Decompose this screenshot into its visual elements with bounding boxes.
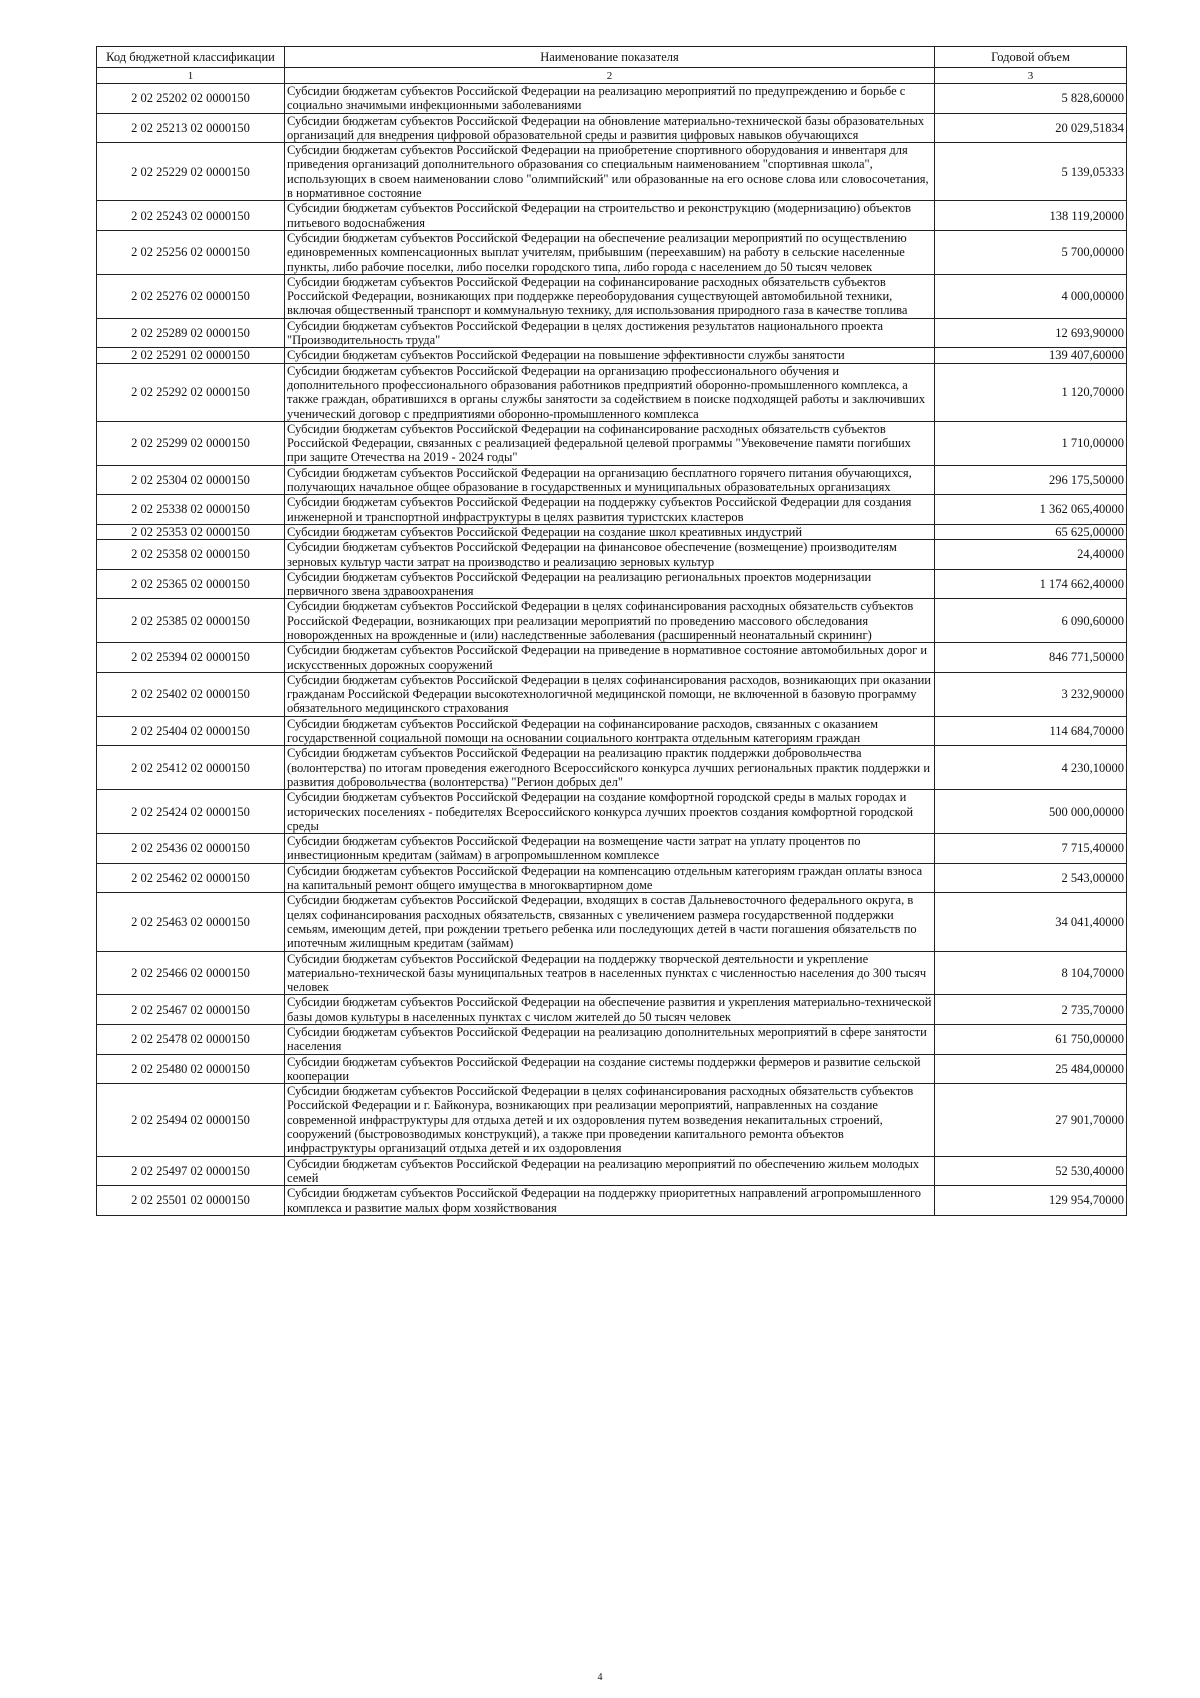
row-amount: 7 715,40000 (935, 834, 1127, 864)
row-name: Субсидии бюджетам субъектов Российской Федерации на финансовое обеспечение (возмещение) производителям зерновых культур части затрат на производство и реализацию зерновых культур (285, 540, 935, 570)
row-code: 2 02 25256 02 0000150 (97, 230, 285, 274)
row-amount: 5 139,05333 (935, 143, 1127, 201)
row-code: 2 02 25304 02 0000150 (97, 465, 285, 495)
row-amount: 25 484,00000 (935, 1054, 1127, 1084)
table-row (97, 363, 1127, 421)
row-name: Субсидии бюджетам субъектов Российской Федерации на возмещение части затрат на уплату процентов по инвестиционным кредитам (займам) в агропромышленном комплексе (285, 834, 935, 864)
row-code: 2 02 25292 02 0000150 (97, 363, 285, 421)
row-code: 2 02 25467 02 0000150 (97, 995, 285, 1025)
row-amount: 500 000,00000 (935, 790, 1127, 834)
row-amount: 61 750,00000 (935, 1025, 1127, 1055)
row-code: 2 02 25289 02 0000150 (97, 318, 285, 348)
table-row (97, 201, 1127, 231)
row-code: 2 02 25365 02 0000150 (97, 569, 285, 599)
row-name: Субсидии бюджетам субъектов Российской Федерации в целях софинансирования расходных обязательств субъектов Российской Федерации и г. Байконура, возникающих при реализации мероприятий, направленных на создание современной инфраструктуры для отдыха детей и их оздоровления путем возведения некапитальных строений, сооружений (быстровозводимых конструкций), а также при проведении капитального ремонта объектов инфраструктуры организаций отдыха детей и их оздоровления (285, 1084, 935, 1156)
row-name: Субсидии бюджетам субъектов Российской Федерации на реализацию дополнительных мероприятий в сфере занятости населения (285, 1025, 935, 1055)
table-row (97, 672, 1127, 716)
table-row (97, 995, 1127, 1025)
row-amount: 34 041,40000 (935, 893, 1127, 951)
budget-table (96, 46, 1127, 1216)
row-amount: 4 000,00000 (935, 274, 1127, 318)
row-amount: 846 771,50000 (935, 643, 1127, 673)
table-row (97, 318, 1127, 348)
row-amount: 24,40000 (935, 540, 1127, 570)
row-name: Субсидии бюджетам субъектов Российской Федерации на софинансирование расходных обязательств субъектов Российской Федерации, связанных с реализацией федеральной целевой программы "Увековечение памяти погибших при защите Отечества на 2019 - 2024 годы" (285, 421, 935, 465)
page-number: 4 (597, 1672, 603, 1683)
row-code: 2 02 25478 02 0000150 (97, 1025, 285, 1055)
row-name: Субсидии бюджетам субъектов Российской Федерации на реализацию региональных проектов модернизации первичного звена здравоохранения (285, 569, 935, 599)
row-code: 2 02 25501 02 0000150 (97, 1186, 285, 1216)
table-row (97, 834, 1127, 864)
row-name: Субсидии бюджетам субъектов Российской Федерации на организацию бесплатного горячего питания обучающихся, получающих начальное общее образование в государственных и муниципальных образовательных организациях (285, 465, 935, 495)
row-name: Субсидии бюджетам субъектов Российской Федерации, входящих в состав Дальневосточного федерального округа, в целях софинансирования расходных обязательств, связанных с увеличением размера государственной поддержки семьям, имеющим детей, при рождении третьего ребенка или последующих детей в части погашения обязательств по ипотечным жилищным кредитам (займам) (285, 893, 935, 951)
row-code: 2 02 25385 02 0000150 (97, 599, 285, 643)
table-row (97, 465, 1127, 495)
row-amount: 1 710,00000 (935, 421, 1127, 465)
row-code: 2 02 25404 02 0000150 (97, 716, 285, 746)
row-amount: 65 625,00000 (935, 524, 1127, 539)
row-amount: 296 175,50000 (935, 465, 1127, 495)
table-row (97, 495, 1127, 525)
column-number: 3 (935, 68, 1127, 84)
row-code: 2 02 25424 02 0000150 (97, 790, 285, 834)
row-name: Субсидии бюджетам субъектов Российской Федерации на обеспечение развития и укрепления материально-технической базы домов культуры в населенных пунктах с числом жителей до 50 тысяч человек (285, 995, 935, 1025)
row-amount: 139 407,60000 (935, 348, 1127, 363)
row-name: Субсидии бюджетам субъектов Российской Федерации на софинансирование расходных обязательств субъектов Российской Федерации, возникающих при поддержке переоборудования существующей автомобильной техники, включая общественный транспорт и коммунальную технику, для использования природного газа в качестве топлива (285, 274, 935, 318)
row-name: Субсидии бюджетам субъектов Российской Федерации на обновление материально-технической базы образовательных организаций для внедрения цифровой образовательной среды и развития цифровых навыков обучающихся (285, 113, 935, 143)
row-name: Субсидии бюджетам субъектов Российской Федерации на софинансирование расходов, связанных с оказанием государственной социальной помощи на основании социального контракта отдельным категориям граждан (285, 716, 935, 746)
table-row (97, 1084, 1127, 1156)
row-name: Субсидии бюджетам субъектов Российской Федерации на поддержку приоритетных направлений агропромышленного комплекса и развитие малых форм хозяйствования (285, 1186, 935, 1216)
row-name: Субсидии бюджетам субъектов Российской Федерации на создание системы поддержки фермеров и развитие сельской кооперации (285, 1054, 935, 1084)
table-row (97, 230, 1127, 274)
row-code: 2 02 25338 02 0000150 (97, 495, 285, 525)
row-code: 2 02 25402 02 0000150 (97, 672, 285, 716)
row-name: Субсидии бюджетам субъектов Российской Федерации на поддержку творческой деятельности и укрепление материально-технической базы муниципальных театров в населенных пунктах с численностью населения до 300 тысяч человек (285, 951, 935, 995)
row-name: Субсидии бюджетам субъектов Российской Федерации в целях достижения результатов национального проекта "Производительность труда" (285, 318, 935, 348)
table-row (97, 421, 1127, 465)
row-amount: 5 828,60000 (935, 84, 1127, 114)
table-row (97, 274, 1127, 318)
row-name: Субсидии бюджетам субъектов Российской Федерации в целях софинансирования расходных обязательств субъектов Российской Федерации, возникающих при реализации мероприятий по проведению массового обследования новорожденных на врожденные и (или) наследственные заболевания (расширенный неонатальный скрининг) (285, 599, 935, 643)
row-name: Субсидии бюджетам субъектов Российской Федерации на реализацию мероприятий по обеспечению жильем молодых семей (285, 1156, 935, 1186)
row-code: 2 02 25462 02 0000150 (97, 863, 285, 893)
row-amount: 3 232,90000 (935, 672, 1127, 716)
row-code: 2 02 25276 02 0000150 (97, 274, 285, 318)
row-code: 2 02 25299 02 0000150 (97, 421, 285, 465)
column-number-row (97, 68, 1127, 84)
table-row (97, 599, 1127, 643)
row-amount: 1 362 065,40000 (935, 495, 1127, 525)
table-row (97, 540, 1127, 570)
row-amount: 5 700,00000 (935, 230, 1127, 274)
row-code: 2 02 25412 02 0000150 (97, 746, 285, 790)
row-code: 2 02 25213 02 0000150 (97, 113, 285, 143)
row-code: 2 02 25463 02 0000150 (97, 893, 285, 951)
row-amount: 4 230,10000 (935, 746, 1127, 790)
column-number: 2 (285, 68, 935, 84)
row-code: 2 02 25394 02 0000150 (97, 643, 285, 673)
row-name: Субсидии бюджетам субъектов Российской Федерации на организацию профессионального обучения и дополнительного профессионального образования работников предприятий оборонно-промышленного комплекса, а также граждан, обратившихся в органы службы занятости за содействием в поиске подходящей работы и заключивших ученический договор с предприятиями оборонно-промышленного комплекса (285, 363, 935, 421)
row-amount: 2 543,00000 (935, 863, 1127, 893)
row-code: 2 02 25436 02 0000150 (97, 834, 285, 864)
row-code: 2 02 25243 02 0000150 (97, 201, 285, 231)
table-row (97, 893, 1127, 951)
table-row (97, 1054, 1127, 1084)
table-row (97, 1156, 1127, 1186)
row-amount: 20 029,51834 (935, 113, 1127, 143)
row-name: Субсидии бюджетам субъектов Российской Федерации на реализацию практик поддержки добровольчества (волонтерства) по итогам проведения ежегодного Всероссийского конкурса лучших региональных практик поддержки и развития добровольчества (волонтерства) "Регион добрых дел" (285, 746, 935, 790)
row-name: Субсидии бюджетам субъектов Российской Федерации на компенсацию отдельным категориям граждан оплаты взноса на капитальный ремонт общего имущества в многоквартирном доме (285, 863, 935, 893)
table-row (97, 746, 1127, 790)
row-amount: 129 954,70000 (935, 1186, 1127, 1216)
row-amount: 27 901,70000 (935, 1084, 1127, 1156)
row-name: Субсидии бюджетам субъектов Российской Федерации в целях софинансирования расходов, возникающих при оказании гражданам Российской Федерации высокотехнологичной медицинской помощи, не включенной в базовую программу обязательного медицинского страхования (285, 672, 935, 716)
row-name: Субсидии бюджетам субъектов Российской Федерации на обеспечение реализации мероприятий по осуществлению единовременных компенсационных выплат учителям, прибывшим (переехавшим) на работу в сельские населенные пункты, либо рабочие поселки, либо поселки городского типа, либо города с населением до 50 тысяч человек (285, 230, 935, 274)
row-code: 2 02 25229 02 0000150 (97, 143, 285, 201)
table-row (97, 113, 1127, 143)
table-row (97, 569, 1127, 599)
row-name: Субсидии бюджетам субъектов Российской Федерации на реализацию мероприятий по предупреждению и борьбе с социально значимыми инфекционными заболеваниями (285, 84, 935, 114)
header-name: Наименование показателя (285, 47, 935, 68)
row-name: Субсидии бюджетам субъектов Российской Федерации на приобретение спортивного оборудования и инвентаря для приведения организаций дополнительного образования со специальным наименованием "спортивная школа", использующих в своем наименовании слово "олимпийский" или образованные на его основе слова или словосочетания, в нормативное состояние (285, 143, 935, 201)
row-code: 2 02 25497 02 0000150 (97, 1156, 285, 1186)
row-amount: 12 693,90000 (935, 318, 1127, 348)
row-amount: 1 120,70000 (935, 363, 1127, 421)
row-name: Субсидии бюджетам субъектов Российской Федерации на создание школ креативных индустрий (285, 524, 935, 539)
table-row (97, 524, 1127, 539)
header-amount: Годовой объем (935, 47, 1127, 68)
row-code: 2 02 25202 02 0000150 (97, 84, 285, 114)
row-code: 2 02 25291 02 0000150 (97, 348, 285, 363)
header-code: Код бюджетной классификации (97, 47, 285, 68)
row-amount: 2 735,70000 (935, 995, 1127, 1025)
table-row (97, 143, 1127, 201)
row-amount: 138 119,20000 (935, 201, 1127, 231)
row-name: Субсидии бюджетам субъектов Российской Федерации на повышение эффективности службы занятости (285, 348, 935, 363)
table-row (97, 643, 1127, 673)
row-name: Субсидии бюджетам субъектов Российской Федерации на поддержку субъектов Российской Федерации для создания инженерной и транспортной инфраструктуры в целях развития туристских кластеров (285, 495, 935, 525)
header-row (97, 47, 1127, 68)
row-code: 2 02 25494 02 0000150 (97, 1084, 285, 1156)
column-number: 1 (97, 68, 285, 84)
table-row (97, 716, 1127, 746)
table-row (97, 84, 1127, 114)
table-row (97, 951, 1127, 995)
row-amount: 6 090,60000 (935, 599, 1127, 643)
row-name: Субсидии бюджетам субъектов Российской Федерации на создание комфортной городской среды в малых городах и исторических поселениях - победителях Всероссийского конкурса лучших проектов создания комфортной городской среды (285, 790, 935, 834)
row-name: Субсидии бюджетам субъектов Российской Федерации на приведение в нормативное состояние автомобильных дорог и искусственных дорожных сооружений (285, 643, 935, 673)
row-amount: 1 174 662,40000 (935, 569, 1127, 599)
table-row (97, 863, 1127, 893)
table-row (97, 348, 1127, 363)
row-name: Субсидии бюджетам субъектов Российской Федерации на строительство и реконструкцию (модернизацию) объектов питьевого водоснабжения (285, 201, 935, 231)
row-amount: 52 530,40000 (935, 1156, 1127, 1186)
table-row (97, 790, 1127, 834)
row-amount: 8 104,70000 (935, 951, 1127, 995)
row-code: 2 02 25466 02 0000150 (97, 951, 285, 995)
row-code: 2 02 25353 02 0000150 (97, 524, 285, 539)
row-code: 2 02 25480 02 0000150 (97, 1054, 285, 1084)
row-code: 2 02 25358 02 0000150 (97, 540, 285, 570)
table-row (97, 1025, 1127, 1055)
table-row (97, 1186, 1127, 1216)
row-amount: 114 684,70000 (935, 716, 1127, 746)
